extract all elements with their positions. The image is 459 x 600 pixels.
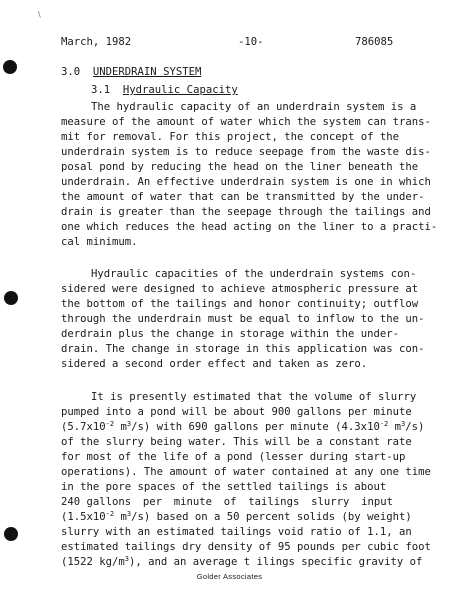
header-page-number: -10- <box>238 36 264 48</box>
paragraph-line: derdrain plus the change in storage within the under- <box>61 328 400 340</box>
paragraph-line: through the underdrain must be equal to inflow to the un- <box>61 313 425 325</box>
paragraph-line: one which reduces the head acting on the liner to a practi- <box>61 221 438 233</box>
binder-hole-middle <box>4 291 18 305</box>
paragraph-line: mit for removal. For this project, the concept of the <box>61 131 400 143</box>
binder-hole-bottom <box>4 527 18 541</box>
paragraph-line: operations). The amount of water contained at any one time <box>61 466 431 478</box>
paragraph-line: sidered a second order effect and taken as zero. <box>61 358 368 370</box>
paragraph-line: ($1.5x10^{-2}$ $m^3/s$) based on a 50 percent solids (by weight) <box>61 510 412 523</box>
header-date: March, 1982 <box>61 36 132 48</box>
scan-mark: \ <box>38 10 41 19</box>
section-heading <box>61 66 201 78</box>
paragraph-line-justified: 240 gallons per minute of tailings slurry input <box>61 496 393 508</box>
paragraph-line: for most of the life of a pond (lesser during start-up <box>61 451 406 463</box>
paragraph-line: the amount of water that can be transmitted by the under- <box>61 191 425 203</box>
binder-hole-top <box>3 60 17 74</box>
paragraph-line: drain. The change in storage in this application was con- <box>61 343 425 355</box>
paragraph-line: ($5.7x10^{-2}$ $m^3/s$) with 690 gallons per minute ($4.3x10^{-2}$ $m^3/s$) <box>61 420 425 433</box>
paragraph-line: estimated tailings dry density of 95 pounds per cubic foot <box>61 541 431 553</box>
paragraph-line: underdrain. An effective underdrain system is one in which <box>61 176 431 188</box>
section-title: UNDERDRAIN SYSTEM <box>92 66 202 78</box>
paragraph-line: It is presently estimated that the volume of slurry <box>91 391 417 403</box>
paragraph-line: in the pore spaces of the settled tailings is about <box>61 481 387 493</box>
subsection-title: Hydraulic Capacity <box>122 84 238 96</box>
paragraph-line: Hydraulic capacities of the underdrain systems con- <box>91 268 417 280</box>
paragraph-line: the bottom of the tailings and honor continuity; outflow <box>61 298 419 310</box>
paragraph-line: of the slurry being water. This will be a constant rate <box>61 436 412 448</box>
paragraph-line: posal pond by reducing the head on the liner beneath the <box>61 161 419 173</box>
paragraph-line: slurry with an estimated tailings void ratio of 1.1, an <box>61 526 412 538</box>
paragraph-line: cal minimum. <box>61 236 138 248</box>
header-doc-number: 786085 <box>355 36 394 48</box>
paragraph-line: (1522 $kg/m^3$), and an average t ilings specific gravity of <box>61 555 423 568</box>
subsection-heading <box>91 84 238 96</box>
paragraph-line: The hydraulic capacity of an underdrain system is a <box>91 101 417 113</box>
section-number: 3.0 <box>61 66 81 78</box>
footer-company: Golder Associates <box>196 572 263 581</box>
paragraph-line: sidered were designed to achieve atmospheric pressure at <box>61 283 419 295</box>
paragraph-line: underdrain system is to reduce seepage from the waste dis- <box>61 146 431 158</box>
paragraph-line: measure of the amount of water which the system can trans- <box>61 116 431 128</box>
subsection-number: 3.1 <box>91 84 111 96</box>
paragraph-line: drain is greater than the seepage through the tailings and <box>61 206 431 218</box>
paragraph-line: pumped into a pond will be about 900 gallons per minute <box>61 406 412 418</box>
